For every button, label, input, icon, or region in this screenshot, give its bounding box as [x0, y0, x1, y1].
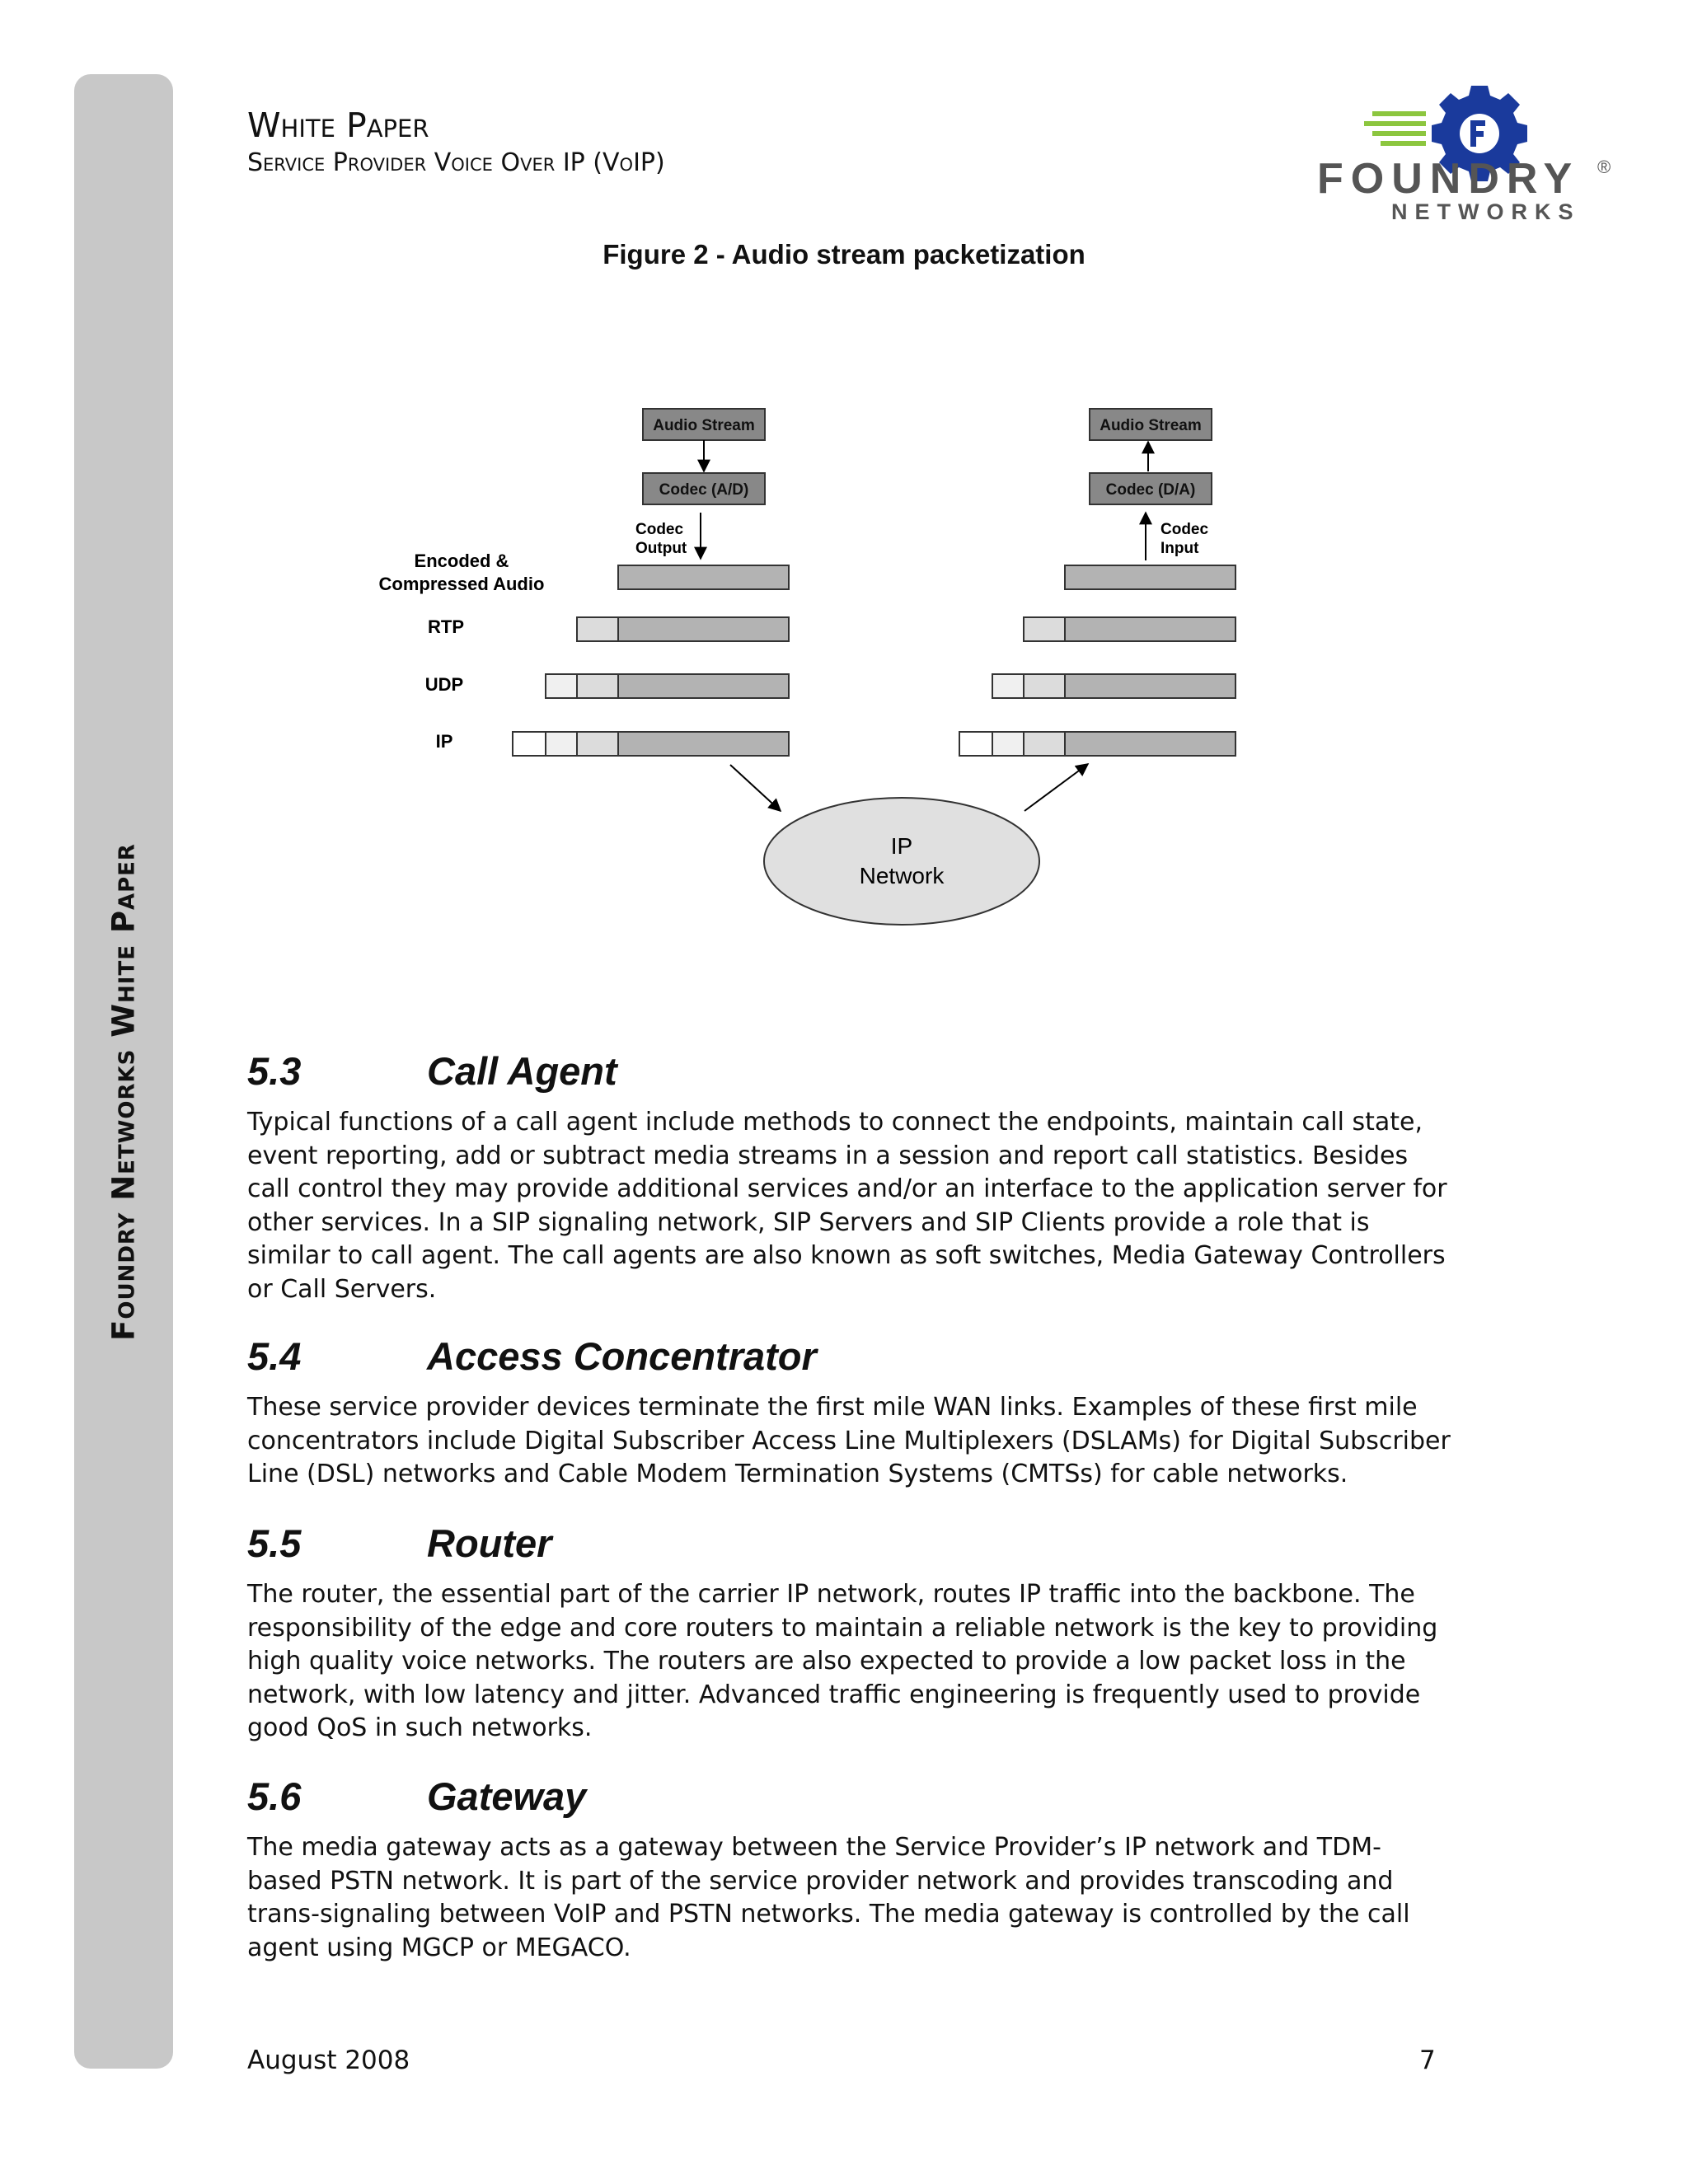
- section-call-agent: [247, 1048, 1451, 1306]
- arrow-from-network: [1025, 764, 1088, 811]
- section-body: These service provider devices terminate the first mile WAN links. Examples of these first mile concentrators include Digital Subscriber Access Line Multiplexers (DSLAMs) for Digital Subscriber Line (DSL) networks and Cable Modem Termination Systems (CMTSs) for cable networks.: [247, 1393, 1451, 1488]
- rtp-header-left: [577, 617, 618, 641]
- udp-header-left-ip: [546, 732, 577, 756]
- ip-network-cloud: [764, 798, 1039, 925]
- section-heading: [247, 1333, 1451, 1386]
- udp-header-left: [546, 674, 577, 698]
- section-number: 5.5: [247, 1521, 302, 1565]
- section-number: 5.4: [247, 1334, 302, 1378]
- arrow-to-network: [730, 765, 781, 811]
- ip-label: IP: [435, 731, 453, 752]
- payload-right-rtp: [1065, 617, 1236, 641]
- ip-network-line1: IP: [890, 833, 913, 859]
- codec-input-line1: Codec: [1160, 521, 1209, 538]
- payload-right-ip: [1065, 732, 1236, 756]
- section-title: Gateway: [427, 1774, 587, 1818]
- logo-registered-mark: ®: [1597, 157, 1611, 177]
- audio-stream-label-right: Audio Stream: [1100, 417, 1202, 434]
- sidebar-vertical-title: Foundry Networks White Paper: [106, 843, 142, 1341]
- codec-input-line2: Input: [1160, 540, 1199, 557]
- logo-wordmark: FOUNDRY: [1317, 155, 1580, 203]
- section-body: Typical functions of a call agent include methods to connect the endpoints, maintain call state, event reporting, add or subtract media streams in a session and report call statistics. Besides call control they may provide additional services and/or an interface to the application server for other services. In a SIP signaling network, SIP Servers and SIP Clients provide a role that is similar to call agent. The call agents are also known as soft switches, Media Gateway Controllers or Call Servers.: [247, 1108, 1447, 1304]
- payload-left-encoded: [618, 565, 789, 589]
- ip-header-left: [513, 732, 546, 756]
- payload-right-udp: [1065, 674, 1236, 698]
- section-number: 5.6: [247, 1774, 302, 1818]
- section-title: Router: [427, 1521, 552, 1565]
- payload-left-ip: [618, 732, 789, 756]
- footer-date: August 2008: [247, 2046, 410, 2075]
- section-heading: [247, 1048, 1451, 1101]
- udp-label: UDP: [424, 674, 464, 695]
- packetization-diagram: [0, 0, 1688, 989]
- rtp-header-right-ip: [1024, 732, 1065, 756]
- codec-ad-label: Codec (A/D): [659, 481, 749, 499]
- section-body: The router, the essential part of the carrier IP network, routes IP traffic into the backbone. The responsibility of the edge and core routers to maintain a reliable network is the key to providing high quality voice networks. The routers are also expected to provide a low packet loss in the network, with low latency and jitter. Advanced traffic engineering is frequently used to provide good QoS in such networks.: [247, 1580, 1438, 1742]
- encoded-label-line2: Compressed Audio: [378, 574, 545, 594]
- logo-tagline: NETWORKS: [1391, 199, 1581, 224]
- payload-left-udp: [618, 674, 789, 698]
- rtp-header-right: [1024, 617, 1065, 641]
- codec-da-label: Codec (D/A): [1105, 481, 1196, 499]
- payload-left-rtp: [618, 617, 789, 641]
- header-subtitle: Service Provider Voice Over IP (VoIP): [247, 148, 665, 177]
- ip-header-right: [959, 732, 992, 756]
- payload-right-encoded: [1065, 565, 1236, 589]
- section-router: [247, 1521, 1451, 1746]
- codec-output-line2: Output: [635, 540, 687, 557]
- codec-output-line1: Codec: [635, 521, 684, 538]
- header-title: White Paper: [247, 105, 429, 145]
- rtp-label: RTP: [428, 616, 464, 637]
- udp-header-right: [992, 674, 1024, 698]
- audio-stream-label-left: Audio Stream: [653, 417, 755, 434]
- section-heading: [247, 1774, 1451, 1826]
- section-heading: [247, 1521, 1451, 1573]
- page-number: 7: [1419, 2046, 1436, 2075]
- ip-network-line2: Network: [859, 863, 945, 888]
- rtp-header-left-udp: [577, 674, 618, 698]
- section-number: 5.3: [247, 1049, 302, 1093]
- section-gateway: [247, 1774, 1451, 1965]
- rtp-header-right-udp: [1024, 674, 1065, 698]
- section-title: Access Concentrator: [427, 1334, 817, 1378]
- rtp-header-left-ip: [577, 732, 618, 756]
- encoded-label-line1: Encoded &: [414, 551, 509, 571]
- figure-title: Figure 2 - Audio stream packetization: [603, 239, 1085, 269]
- section-body: The media gateway acts as a gateway between the Service Provider’s IP network and TDM-based PSTN network. It is part of the service provider network and provides transcoding and trans-signaling between VoIP and PSTN networks. The media gateway is controlled by the call agent using MGCP or MEGACO.: [247, 1833, 1410, 1962]
- udp-header-right-ip: [992, 732, 1024, 756]
- section-access-concentrator: [247, 1333, 1451, 1492]
- section-title: Call Agent: [427, 1049, 617, 1093]
